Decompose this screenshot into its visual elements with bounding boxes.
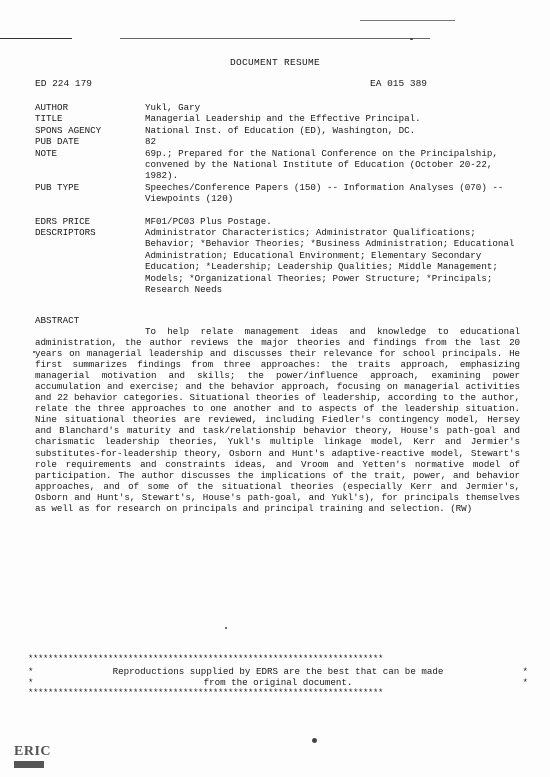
- star-mark: *: [522, 677, 528, 688]
- field-descriptors: [35, 227, 525, 295]
- field-pub-date: [35, 136, 525, 147]
- abstract-text: To help relate management ideas and knowledge to educational administration, the author reviews the major theories and findings from the last 20 years on managerial leadership and discusses their relevance for school principals. He first summarizes findings from three approaches: the traits approach, emphasizing managerial motivation and skills; the power/influence approach, examining power accumulation and exercise; and the behavior approach, focusing on managerial activities and 22 behavior categories. Situational theories of leadership, according to the author, relate the three approaches to one another and to aspects of the leadership situation. Nine situational theories are reviewed, including Fiedler's contingency model, Hersey and Blanchard's maturity and task/relationship behavior theory, House's path-goal and charismatic leadership theories, Yukl's multiple linkage model, Kerr and Jermier's substitutes-for-leadership theory, Osborn and Hunt's adaptive-reactive model, Stewart's role requirements and constraints ideas, and Vroom and Yetten's normative model of participation. The author discusses the implications of the trait, power, and behavior approaches, and of some of the situational theories (especially Kerr and Jermier's, Osborn and Hunt's, Stewart's, House's path-goal, and Yukl's), for principals themselves as well as for research on principals and principal training and selection. (RW): [35, 326, 520, 514]
- field-label: PUB TYPE: [35, 181, 80, 193]
- field-label: AUTHOR: [35, 102, 69, 113]
- ea-number: EA 015 389: [370, 78, 428, 89]
- star-mark: *: [28, 666, 34, 677]
- stars-top: ***********************************************************************: [28, 654, 384, 664]
- star-mark: *: [28, 677, 34, 688]
- stars-bottom: ***********************************************************************: [28, 688, 384, 698]
- eric-logo: [14, 744, 52, 770]
- field-label: EDRS PRICE: [35, 215, 91, 227]
- document-title: DOCUMENT RESUME: [229, 57, 320, 68]
- field-label: DESCRIPTORS: [35, 227, 96, 239]
- scan-speck: [33, 351, 35, 353]
- scan-speck: [410, 38, 413, 40]
- reproduction-text: Reproductions supplied by EDRS are the best that can be made: [112, 666, 444, 677]
- field-value: Yukl, Gary: [145, 102, 201, 113]
- top-rule-right: [360, 20, 455, 21]
- field-value: MF01/PC03 Plus Postage.: [145, 215, 272, 227]
- field-value: Managerial Leadership and the Effective Principal.: [145, 113, 421, 125]
- eric-logo-text: ERIC: [14, 744, 52, 759]
- field-value: 82: [145, 136, 157, 148]
- bibliographic-fields: [35, 102, 525, 296]
- field-label: NOTE: [35, 147, 58, 159]
- ed-number: ED 224 179: [35, 78, 93, 89]
- top-rule-left: [0, 38, 72, 39]
- field-edrs-price: [35, 216, 525, 227]
- field-title: [35, 113, 525, 124]
- field-value: National Inst. of Education (ED), Washington, DC.: [145, 124, 416, 136]
- eric-logo-bar: [14, 761, 44, 768]
- field-label: SPONS AGENCY: [35, 124, 102, 136]
- star-mark: *: [522, 666, 528, 677]
- top-rule-main: [120, 38, 430, 39]
- abstract-label: ABSTRACT: [35, 315, 80, 326]
- scan-speck: [312, 738, 317, 743]
- field-value: Administrator Characteristics; Administrator Qualifications; Behavior; *Behavior Theories; *Business Administration; Educational Administration; Educational Environment; Elementary Secondary Education; *Leadership; Leadership Qualities; Middle Management; Models; *Organizational Theories; Power Structure; *Principals; Research Needs: [145, 227, 515, 296]
- field-author: [35, 102, 525, 113]
- field-pub-type: [35, 182, 525, 205]
- scan-speck: [225, 627, 227, 629]
- reproduction-text: from the original document.: [203, 677, 353, 688]
- field-note: [35, 148, 525, 182]
- field-spons-agency: [35, 125, 525, 136]
- field-value: Speeches/Conference Papers (150) -- Information Analyses (070) -- Viewpoints (120): [145, 181, 504, 205]
- field-value: 69p.; Prepared for the National Conference on the Principalship, convened by the National Institute of Education (October 20-22, 1982).: [145, 147, 498, 182]
- field-label: PUB DATE: [35, 136, 80, 148]
- field-label: TITLE: [35, 113, 63, 125]
